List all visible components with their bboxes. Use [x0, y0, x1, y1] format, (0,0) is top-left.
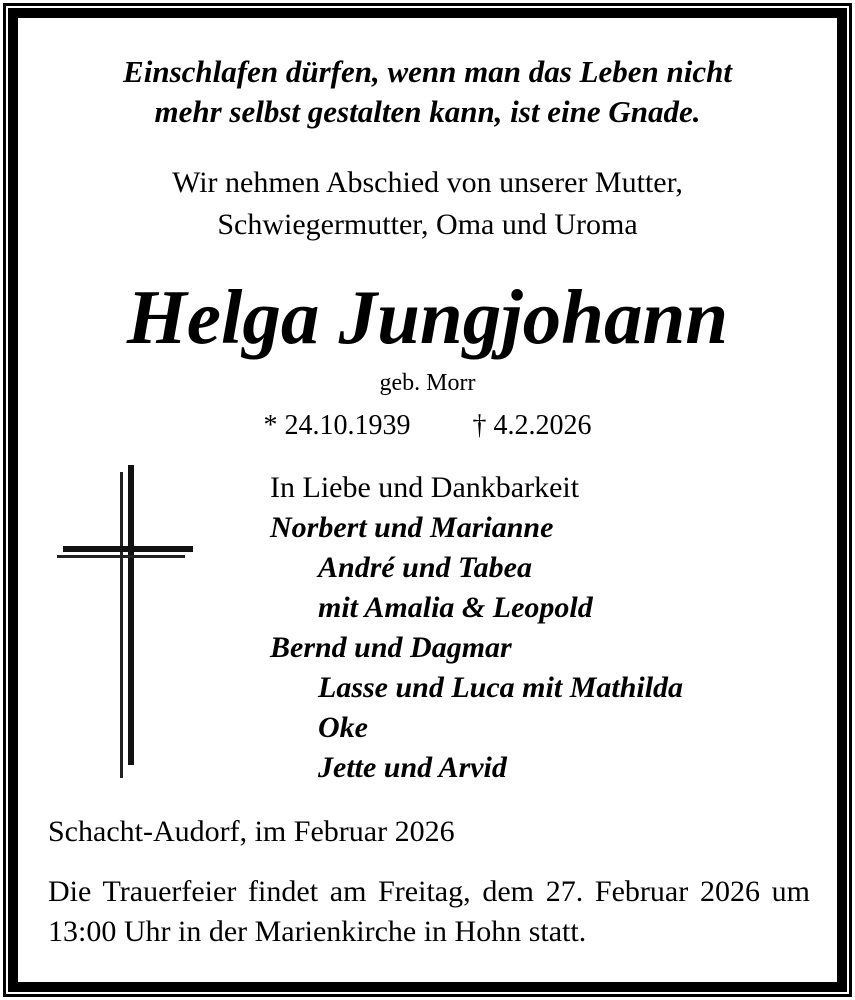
cross-icon [55, 463, 195, 778]
place-date: Schacht-Audorf, im Februar 2026 [48, 815, 455, 848]
family-line: Jette und Arvid [318, 751, 507, 784]
family-line: mit Amalia & Leopold [318, 591, 593, 624]
family-list [270, 468, 683, 788]
family-line: Oke [318, 711, 368, 744]
motto [0, 52, 855, 132]
family-line: In Liebe und Dankbarkeit [270, 471, 580, 504]
family-line: Norbert und Marianne [270, 511, 554, 544]
life-dates [0, 408, 855, 444]
intro-text [0, 162, 855, 246]
motto-line: mehr selbst gestalten kann, ist eine Gnade. [154, 94, 701, 129]
intro-line: Schwiegermutter, Oma und Uroma [217, 208, 638, 241]
family-line: Lasse und Luca mit Mathilda [318, 671, 684, 704]
deceased-name: Helga Jungjohann [126, 274, 729, 360]
family-line: Bernd und Dagmar [270, 631, 512, 664]
intro-line: Wir nehmen Abschied von unserer Mutter, [172, 166, 683, 199]
motto-line: Einschlafen dürfen, wenn man das Leben nicht [123, 54, 732, 89]
funeral-service-info: Die Trauerfeier findet am Freitag, dem 27. Februar 2026 um 13:00 Uhr in der Marienkirche in Hohn statt. [48, 875, 810, 948]
death-date: † 4.2.2026 [472, 410, 592, 441]
maiden-name: geb. Morr [379, 370, 476, 396]
family-line: André und Tabea [318, 551, 532, 584]
birth-date: * 24.10.1939 [263, 410, 411, 441]
